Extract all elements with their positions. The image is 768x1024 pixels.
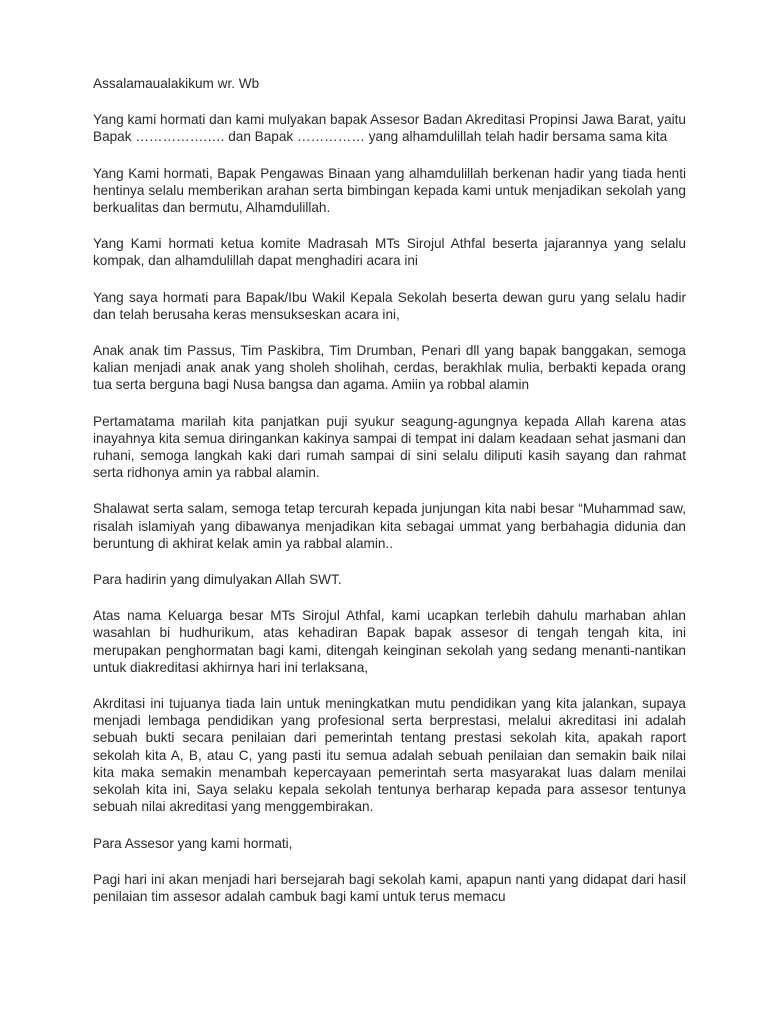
document-body — [93, 75, 686, 905]
paragraph-gratitude: Pertamatama marilah kita panjatkan puji syukur seagung-agungnya kepada Allah karena atas inayahnya kita semua diringankan kakinya sampai di tempat ini dalam keadaan sehat jasmani dan ruhani, semoga langkah kaki dari rumah sampai di sini selalu diliputi kasih sayang dan rahmat serta ridhonya amin ya rabbal alamin. — [93, 413, 686, 481]
paragraph-assesor-greeting: Yang kami hormati dan kami mulyakan bapak Assesor Badan Akreditasi Propinsi Jawa Barat, yaitu Bapak …………….…. dan Bapak …………… yang alhamdulillah telah hadir bersama sama kita — [93, 112, 686, 145]
greeting-paragraph: Assalamaualakikum wr. Wb — [93, 76, 260, 91]
paragraph-assesor-address: Para Assesor yang kami hormati, — [93, 835, 293, 851]
paragraph-wakil-kepala-greeting: Yang saya hormati para Bapak/Ibu Wakil Kepala Sekolah beserta dewan guru yang selalu hadir dan telah berusaha keras mensukseskan acara ini, — [93, 289, 686, 322]
paragraph-komite-greeting: Yang Kami hormati ketua komite Madrasah MTs Sirojul Athfal beserta jajarannya yang selalu kompak, dan alhamdulillah dapat menghadiri acara ini — [93, 236, 686, 269]
paragraph-pengawas-greeting: Yang Kami hormati, Bapak Pengawas Binaan yang alhamdulillah berkenan hadir yang tiada henti hentinya selalu memberikan arahan serta bimbingan kepada kami untuk menjadikan sekolah yang berkualitas dan bermutu, Alhamdulillah. — [93, 165, 686, 216]
paragraph-students-greeting: Anak anak tim Passus, Tim Paskibra, Tim Drumban, Penari dll yang bapak banggakan, semoga kalian menjadi anak anak yang sholeh sholihah, cerdas, berakhlak mulia, berbakti kepada orang tua serta berguna bagi Nusa bangsa dan agama. Amiin ya robbal alamin — [93, 343, 686, 393]
paragraph-welcome: Atas nama Keluarga besar MTs Sirojul Athfal, kami ucapkan terlebih dahulu marhaban ahlan wasahlan bi hudhurikum, atas kehadiran Bapak bapak assesor di tengah tengah kita, ini merupakan penghormatan bagi kami, ditengah keinginan sekolah yang sedang menanti-nantikan untuk diakreditasi akhirnya hari ini terlaksana, — [93, 608, 686, 675]
paragraph-historic-day: Pagi hari ini akan menjadi hari bersejarah bagi sekolah kami, apapun nanti yang didapat dari hasil penilaian tim assesor adalah cambuk bagi kami untuk terus memacu — [93, 871, 686, 904]
paragraph-hadirin: Para hadirin yang dimulyakan Allah SWT. — [93, 572, 342, 588]
paragraph-accreditation-purpose: Akrditasi ini tujuanya tiada lain untuk meningkatkan mutu pendidikan yang kita jalankan, supaya menjadi lembaga pendidikan yang profesional serta berprestasi, melalui akreditasi ini adalah sebuah bukti secara penilaian dari pemerintah tentang prestasi sekolah kita, apakah raport sekolah kita A, B, atau C, yang pasti itu semua adalah sebuah penilaian dan semakin baik nilai kita maka semakin menambah kepercayaan pemerintah serta masyarakat luas dalam menilai sekolah kita ini, Saya selaku kepala sekolah tentunya berharap kepada para assesor tentunya sebuah nilai akreditasi yang menggembirakan. — [93, 696, 686, 815]
paragraph-shalawat: Shalawat serta salam, semoga tetap tercurah kepada junjungan kita nabi besar “Muhammad saw, risalah islamiyah yang dibawanya menjadikan kita sebagai ummat yang berbahagia didunia dan beruntung di akhirat kelak amin ya rabbal alamin.. — [93, 501, 686, 551]
